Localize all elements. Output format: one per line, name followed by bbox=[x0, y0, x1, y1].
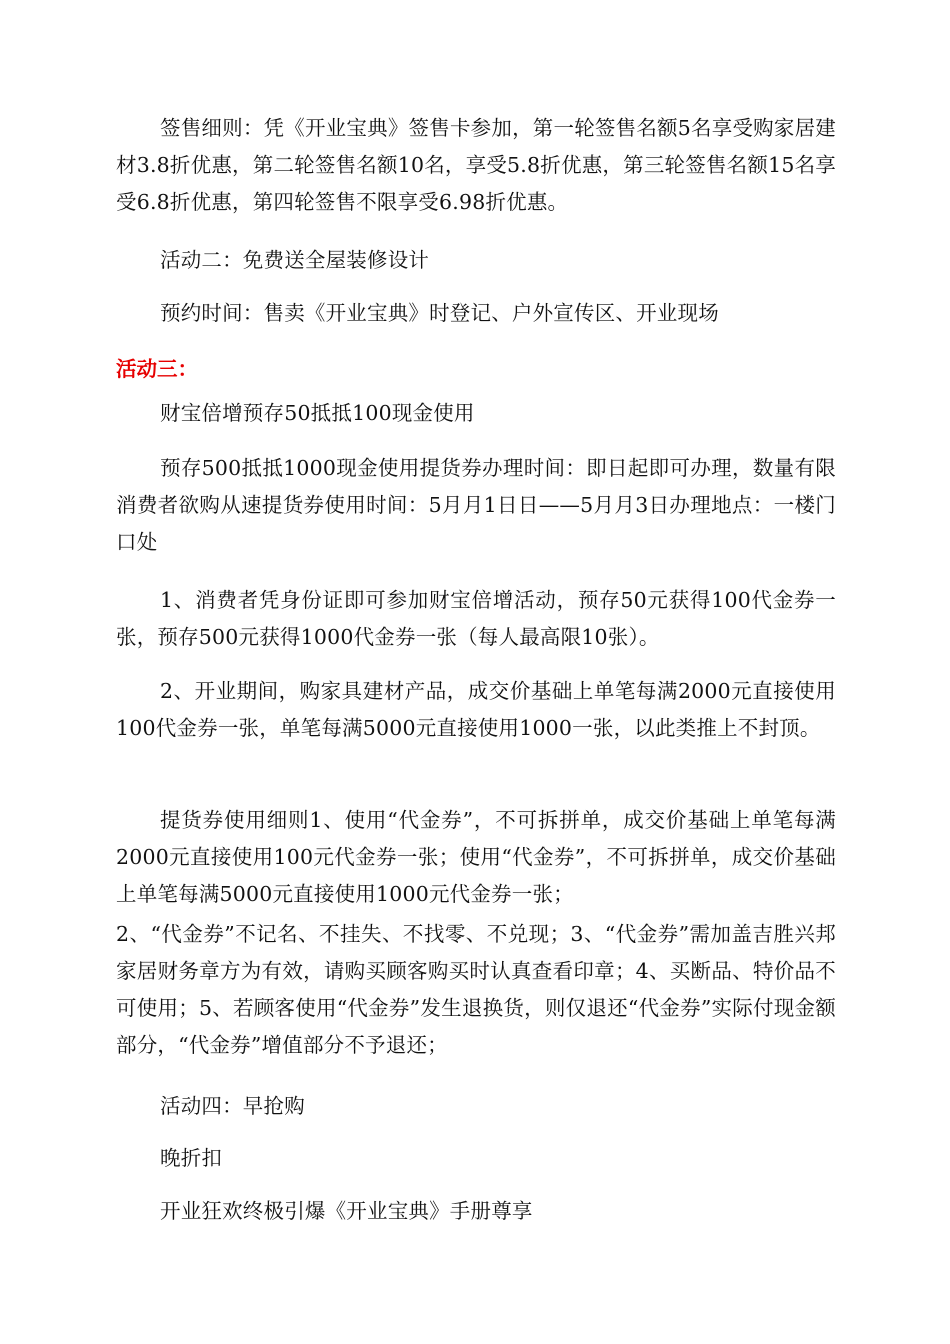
reservation-time-paragraph: 预约时间：售卖《开业宝典》时登记、户外宣传区、开业现场 bbox=[160, 301, 719, 325]
activity-two-title: 活动二：免费送全屋装修设计 bbox=[160, 248, 430, 272]
activity-four-title: 活动四：早抢购 bbox=[160, 1094, 305, 1118]
treasure-double-paragraph: 财宝倍增预存50抵抵100现金使用 bbox=[160, 401, 475, 425]
rule-one-paragraph: 1、消费者凭身份证即可参加财宝倍增活动，预存50元获得100代金券一张，预存500元获得1000代金券一张（每人最高限10张）。 bbox=[116, 588, 836, 649]
evening-discount-text: 晚折扣 bbox=[160, 1146, 223, 1170]
voucher-terms-paragraph: 2、“代金券”不记名、不挂失、不找零、不兑现；3、“代金券”需加盖吉胜兴邦家居财务章方为有效，请购买顾客购买时认真查看印章；4、买断品、特价品不可使用；5、若顾客使用“代金券”发生退换货，则仅退还“代金券”实际付现金额部分，“代金券”增值部分不予退还； bbox=[116, 922, 836, 1057]
rule-two-paragraph: 2、开业期间，购家具建材产品，成交价基础上单笔每满2000元直接使用100代金券一张，单笔每满5000元直接使用1000一张，以此类推上不封顶。 bbox=[116, 679, 836, 740]
grand-opening-paragraph: 开业狂欢终极引爆《开业宝典》手册尊享 bbox=[160, 1199, 533, 1223]
activity-three-heading: 活动三： bbox=[116, 357, 198, 381]
voucher-usage-rules-paragraph: 提货券使用细则1、使用“代金券”，不可拆拼单，成交价基础上单笔每满2000元直接使用100元代金券一张；使用“代金券”，不可拆拼单，成交价基础上单笔每满5000元直接使用1000元代金券一张； bbox=[116, 808, 836, 906]
signing-rules-paragraph: 签售细则：凭《开业宝典》签售卡参加，第一轮签售名额5名享受购家居建材3.8折优惠，第二轮签售名额10名，享受5.8折优惠，第三轮签售名额15名享受6.8折优惠，第四轮签售不限享受6.98折优惠。 bbox=[116, 116, 836, 214]
prepay-voucher-paragraph: 预存500抵抵1000现金使用提货券办理时间：即日起即可办理，数量有限消费者欲购从速提货券使用时间：5月月1日日——5月月3日办理地点：一楼门口处 bbox=[116, 456, 836, 554]
